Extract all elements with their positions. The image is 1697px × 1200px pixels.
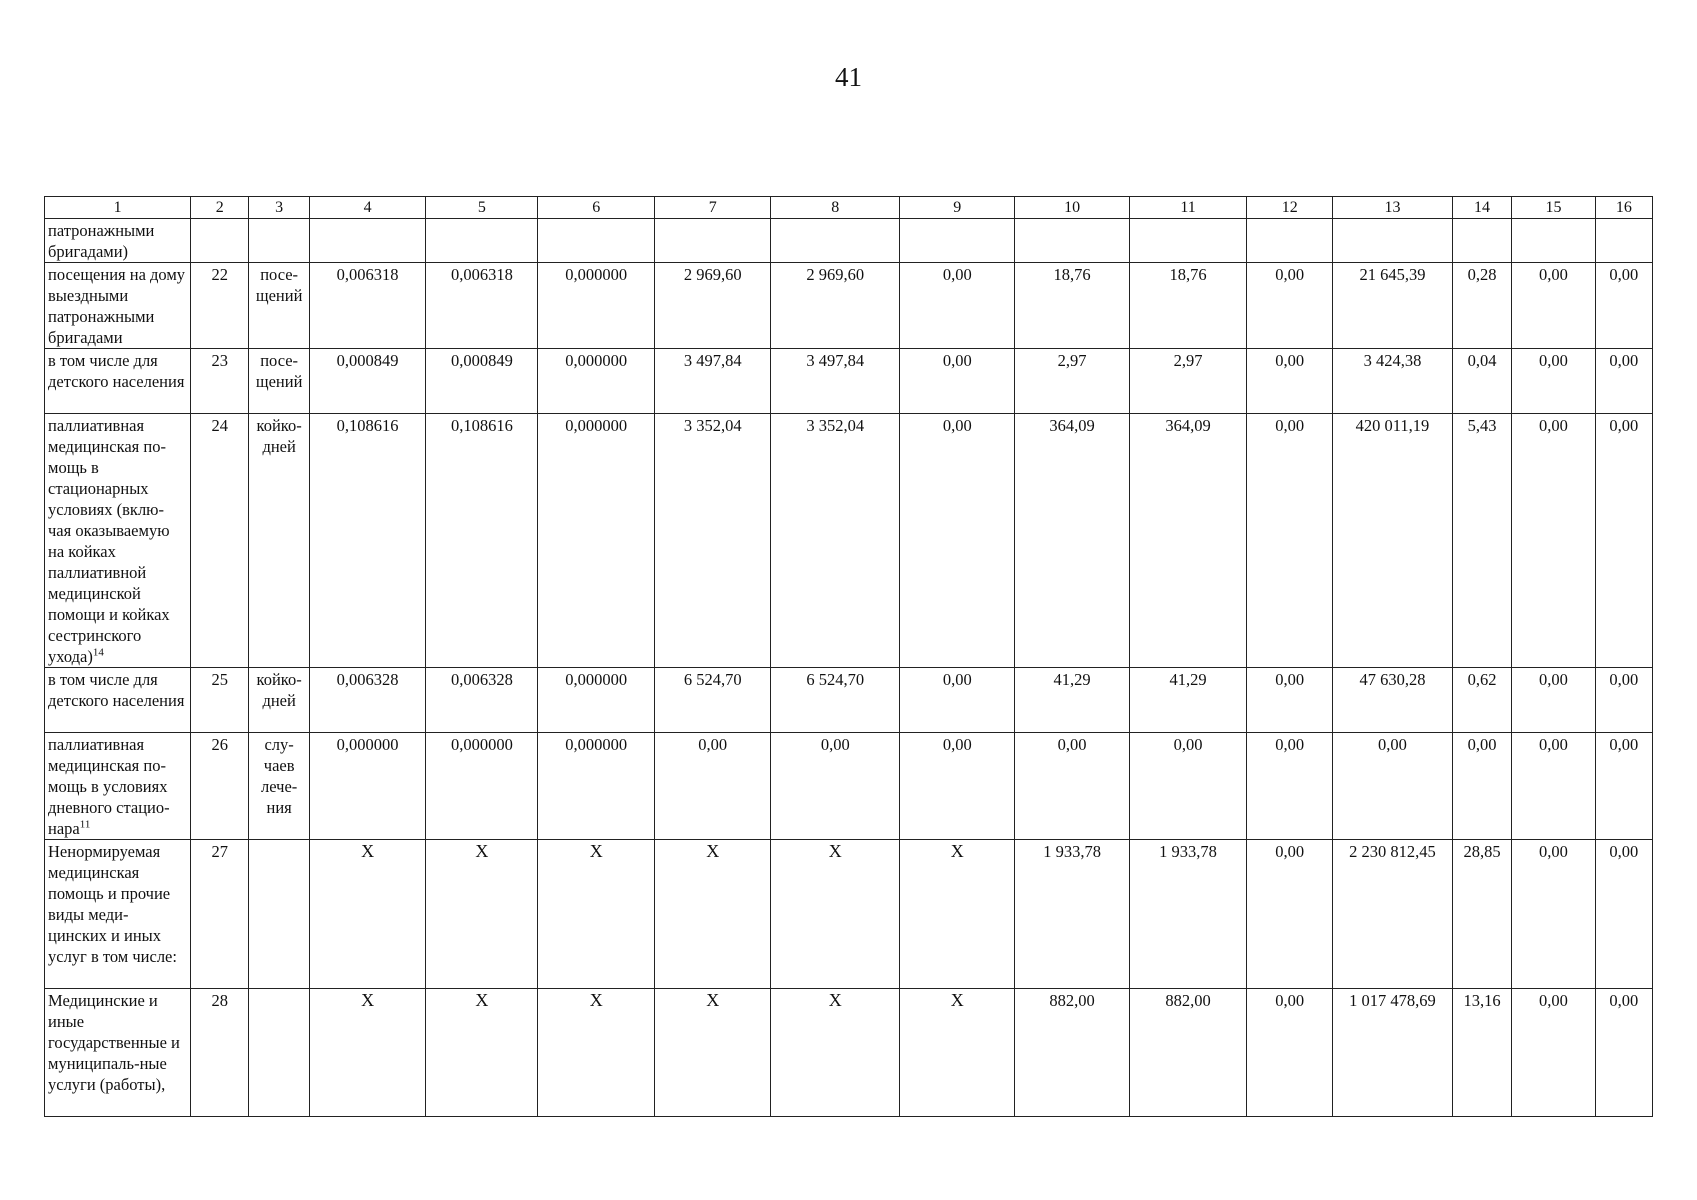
column-number: 6: [538, 197, 655, 219]
value-cell: 3 424,38: [1333, 349, 1453, 414]
data-table: [44, 196, 1653, 1117]
empty-cell: [191, 219, 249, 263]
value-cell: 0,00: [654, 733, 771, 840]
value-cell: 0,00: [1512, 733, 1596, 840]
row-name: [45, 840, 191, 989]
value-cell: 0,000000: [538, 668, 655, 733]
value-cell: 2 969,60: [654, 263, 771, 349]
value-cell: 0,00: [1247, 989, 1333, 1117]
value-cell: 0,00: [900, 349, 1015, 414]
value-cell: 0,000000: [538, 733, 655, 840]
row-number: 23: [191, 349, 249, 414]
empty-cell: [1452, 219, 1511, 263]
value-cell: 0,00: [900, 733, 1015, 840]
value-cell: 3 497,84: [771, 349, 900, 414]
value-cell: 0,00: [1247, 414, 1333, 668]
row-name: [45, 349, 191, 414]
value-cell: 0,04: [1452, 349, 1511, 414]
row-name-text: Ненормируемая медицинская помощь и прочие виды меди-цинских и иных услуг в том числе:: [48, 842, 177, 966]
column-number: 16: [1595, 197, 1652, 219]
value-cell: X: [654, 989, 771, 1117]
value-cell: 882,00: [1015, 989, 1129, 1117]
value-cell: 0,00: [1512, 989, 1596, 1117]
value-cell: X: [426, 989, 538, 1117]
table-row: [45, 263, 1653, 349]
row-number: 27: [191, 840, 249, 989]
value-cell: 6 524,70: [654, 668, 771, 733]
value-cell: 1 933,78: [1015, 840, 1129, 989]
value-cell: 0,00: [1512, 263, 1596, 349]
value-cell: 0,00: [1512, 668, 1596, 733]
unit-cell: койко-дней: [249, 668, 309, 733]
page-number: 41: [835, 62, 862, 92]
unit-cell: посе-щений: [249, 349, 309, 414]
row-name-text: в том числе для детского населения: [48, 670, 185, 710]
value-cell: 0,000849: [426, 349, 538, 414]
table-row: [45, 414, 1653, 668]
value-cell: X: [538, 840, 655, 989]
value-cell: 0,000000: [309, 733, 426, 840]
value-cell: 18,76: [1129, 263, 1247, 349]
value-cell: 41,29: [1129, 668, 1247, 733]
column-number: 9: [900, 197, 1015, 219]
value-cell: 0,00: [1595, 349, 1652, 414]
value-cell: 0,00: [1595, 989, 1652, 1117]
continued-row-name: патронажными бригадами): [45, 219, 191, 263]
value-cell: 0,108616: [426, 414, 538, 668]
column-number: 2: [191, 197, 249, 219]
row-name: [45, 263, 191, 349]
row-number: 25: [191, 668, 249, 733]
value-cell: 0,006328: [426, 668, 538, 733]
value-cell: 1 017 478,69: [1333, 989, 1453, 1117]
value-cell: 2,97: [1129, 349, 1247, 414]
value-cell: X: [309, 989, 426, 1117]
value-cell: 6 524,70: [771, 668, 900, 733]
value-cell: X: [900, 840, 1015, 989]
column-number: 4: [309, 197, 426, 219]
value-cell: 3 352,04: [654, 414, 771, 668]
empty-cell: [900, 219, 1015, 263]
value-cell: X: [538, 989, 655, 1117]
column-number: 3: [249, 197, 309, 219]
value-cell: X: [771, 840, 900, 989]
row-name: [45, 733, 191, 840]
value-cell: X: [654, 840, 771, 989]
row-name: [45, 668, 191, 733]
value-cell: 5,43: [1452, 414, 1511, 668]
value-cell: X: [426, 840, 538, 989]
value-cell: 3 497,84: [654, 349, 771, 414]
value-cell: 21 645,39: [1333, 263, 1453, 349]
value-cell: 0,00: [1247, 349, 1333, 414]
value-cell: 0,00: [1247, 668, 1333, 733]
footnote-mark: 14: [92, 646, 104, 659]
value-cell: 0,00: [1512, 414, 1596, 668]
unit-cell: слу-чаев лече-ния: [249, 733, 309, 840]
empty-cell: [1129, 219, 1247, 263]
value-cell: 18,76: [1015, 263, 1129, 349]
column-number: 5: [426, 197, 538, 219]
row-name-text: посещения на дому выездными патронажными бригадами: [48, 265, 186, 347]
row-number: 22: [191, 263, 249, 349]
value-cell: 0,00: [1247, 733, 1333, 840]
empty-cell: [249, 219, 309, 263]
value-cell: 420 011,19: [1333, 414, 1453, 668]
value-cell: 0,000000: [538, 263, 655, 349]
unit-cell: койко-дней: [249, 414, 309, 668]
value-cell: 47 630,28: [1333, 668, 1453, 733]
table-row: [45, 668, 1653, 733]
empty-cell: [309, 219, 426, 263]
footnote-mark: 11: [79, 818, 91, 831]
value-cell: 3 352,04: [771, 414, 900, 668]
value-cell: 0,00: [1512, 840, 1596, 989]
column-number: 11: [1129, 197, 1247, 219]
empty-cell: [1015, 219, 1129, 263]
value-cell: 13,16: [1452, 989, 1511, 1117]
value-cell: 0,00: [1595, 668, 1652, 733]
value-cell: 0,62: [1452, 668, 1511, 733]
value-cell: 0,00: [771, 733, 900, 840]
value-cell: 1 933,78: [1129, 840, 1247, 989]
empty-cell: [1333, 219, 1453, 263]
table-row: [45, 349, 1653, 414]
empty-cell: [538, 219, 655, 263]
column-number: 7: [654, 197, 771, 219]
value-cell: X: [771, 989, 900, 1117]
value-cell: 0,00: [1333, 733, 1453, 840]
row-number: 24: [191, 414, 249, 668]
row-name-text: в том числе для детского населения: [48, 351, 185, 391]
empty-cell: [771, 219, 900, 263]
value-cell: 364,09: [1015, 414, 1129, 668]
empty-cell: [426, 219, 538, 263]
value-cell: 0,00: [1595, 263, 1652, 349]
value-cell: 2 230 812,45: [1333, 840, 1453, 989]
value-cell: 364,09: [1129, 414, 1247, 668]
empty-cell: [1595, 219, 1652, 263]
value-cell: 0,006318: [309, 263, 426, 349]
column-number: 8: [771, 197, 900, 219]
unit-cell: [249, 989, 309, 1117]
row-name-text: паллиативная медицинская по-мощь в условиях дневного стацио-нара: [48, 735, 170, 838]
table-row: [45, 840, 1653, 989]
value-cell: X: [309, 840, 426, 989]
value-cell: X: [900, 989, 1015, 1117]
column-number-row: [45, 197, 1653, 219]
value-cell: 2 969,60: [771, 263, 900, 349]
row-name-text: паллиативная медицинская по-мощь в стационарных условиях (вклю-чая оказываемую на койках паллиативной медицинской помощи и койках сестринского ухода): [48, 416, 170, 666]
row-number: 28: [191, 989, 249, 1117]
value-cell: 28,85: [1452, 840, 1511, 989]
value-cell: 0,00: [1452, 733, 1511, 840]
row-number: 26: [191, 733, 249, 840]
column-number: 15: [1512, 197, 1596, 219]
value-cell: 0,00: [1247, 263, 1333, 349]
value-cell: 0,108616: [309, 414, 426, 668]
value-cell: 0,00: [1595, 414, 1652, 668]
value-cell: 0,00: [1595, 840, 1652, 989]
value-cell: 0,00: [1129, 733, 1247, 840]
value-cell: 0,006318: [426, 263, 538, 349]
table-row: [45, 733, 1653, 840]
empty-cell: [654, 219, 771, 263]
value-cell: 0,00: [1595, 733, 1652, 840]
row-name: [45, 989, 191, 1117]
empty-cell: [1247, 219, 1333, 263]
empty-cell: [1512, 219, 1596, 263]
row-name-text: Медицинские и иные государственные и муниципаль-ные услуги (работы),: [48, 991, 180, 1094]
value-cell: 2,97: [1015, 349, 1129, 414]
column-number: 13: [1333, 197, 1453, 219]
value-cell: 0,00: [1015, 733, 1129, 840]
value-cell: 0,000000: [426, 733, 538, 840]
value-cell: 0,000000: [538, 349, 655, 414]
value-cell: 0,00: [900, 668, 1015, 733]
value-cell: 0,000000: [538, 414, 655, 668]
unit-cell: [249, 840, 309, 989]
column-number: 12: [1247, 197, 1333, 219]
unit-cell: посе-щений: [249, 263, 309, 349]
value-cell: 0,00: [1512, 349, 1596, 414]
value-cell: 41,29: [1015, 668, 1129, 733]
column-number: 10: [1015, 197, 1129, 219]
value-cell: 882,00: [1129, 989, 1247, 1117]
value-cell: 0,00: [1247, 840, 1333, 989]
column-number: 1: [45, 197, 191, 219]
value-cell: 0,000849: [309, 349, 426, 414]
row-name: [45, 414, 191, 668]
value-cell: 0,00: [900, 263, 1015, 349]
value-cell: 0,00: [900, 414, 1015, 668]
table-row: [45, 989, 1653, 1117]
continuation-row: [45, 219, 1653, 263]
column-number: 14: [1452, 197, 1511, 219]
value-cell: 0,28: [1452, 263, 1511, 349]
value-cell: 0,006328: [309, 668, 426, 733]
